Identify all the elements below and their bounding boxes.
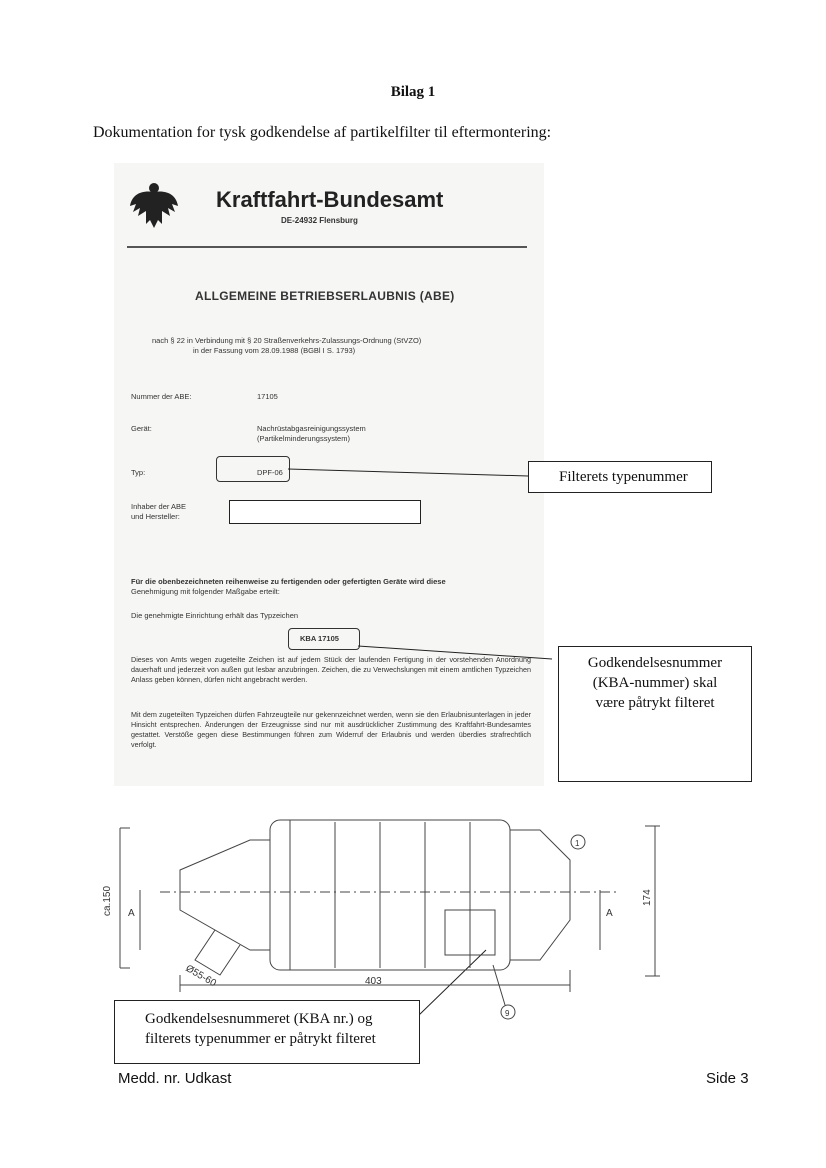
page-title: Bilag 1 <box>390 84 436 100</box>
device-label: Gerät: <box>131 424 152 433</box>
type-mark: KBA 17105 <box>300 634 339 643</box>
dim-diameter: Ø55-60 <box>183 963 218 990</box>
type-label: Typ: <box>131 468 146 477</box>
callout-bottom <box>114 1000 420 1064</box>
certificate-heading: ALLGEMEINE BETRIEBSERLAUBNIS (ABE) <box>195 289 455 303</box>
callout-type-number <box>528 461 712 493</box>
dim-bottom: 403 <box>365 976 382 987</box>
marker-1: 1 <box>575 839 580 848</box>
footer-document-ref: Medd. nr. Udkast <box>118 1070 232 1087</box>
para1-line2: Genehmigung mit folgender Maßgabe erteilt: <box>131 587 280 596</box>
callout-approval-line2: (KBA-nummer) skal <box>592 675 718 691</box>
device-value-line2: (Partikelminderungssystem) <box>257 434 350 443</box>
dim-left: ca.150 <box>102 885 113 916</box>
dim-right: 174 <box>642 889 653 906</box>
marker-9: 9 <box>505 1009 510 1018</box>
abe-number-label: Nummer der ABE: <box>131 392 192 401</box>
para1-line1: Für die obenbezeichneten reihenweise zu fertigenden oder gefertigten Geräte wird diese <box>131 577 446 586</box>
para3: Dieses von Amts wegen zugeteilte Zeichen ist auf jedem Stück der laufenden Fertigung in der vorstehenden Anordnung dauerhaft und jederzeit von außen gut lesbar anzubringen. Zeichen, die zu Verwechslungen mit einem amtlichen Typzeichen Anlass geben können, dürfen nicht angebracht werden. <box>131 655 531 684</box>
legal-basis-line2: in der Fassung vom 28.09.1988 (BGBl I S. 1793) <box>193 346 356 355</box>
callout-bottom-line1: Godkendelsesnummeret (KBA nr.) og <box>145 1011 373 1027</box>
callout-approval-number <box>558 646 752 782</box>
authority-name: Kraftfahrt-Bundesamt <box>216 187 444 212</box>
holder-label-line1: Inhaber der ABE <box>131 502 187 511</box>
intro-text: Dokumentation for tysk godkendelse af partikelfilter til eftermontering: <box>93 124 552 141</box>
section-mark-left: A <box>128 908 135 919</box>
filter-technical-drawing <box>100 800 670 1025</box>
callout-approval-line1: Godkendelsesnummer <box>587 655 723 671</box>
legal-basis-line1: nach § 22 in Verbindung mit § 20 Straßenverkehrs-Zulassungs-Ordnung (StVZO) <box>152 336 422 345</box>
section-mark-right: A <box>606 908 613 919</box>
authority-address: DE-24932 Flensburg <box>281 216 358 225</box>
callout-approval-line3: være påtrykt filteret <box>595 695 715 711</box>
footer-page-number: Side 3 <box>706 1070 749 1087</box>
callout-type-number-text: Filterets typenummer <box>559 469 688 485</box>
device-value-line1: Nachrüstabgasreinigungssystem <box>257 424 366 433</box>
type-value: DPF-06 <box>257 468 283 477</box>
abe-number-value: 17105 <box>257 392 278 401</box>
para4: Mit dem zugeteilten Typzeichen dürfen Fahrzeugteile nur gekennzeichnet werden, wenn sie den Erlaubnisunterlagen in jeder Hinsicht entsprechen. Änderungen der Erzeugnisse sind nur mit ausdrücklicher Zustimmung des Kraftfahrt-Bundesamtes gestattet. Verstöße gegen diese Bestimmungen führen zum Widerruf der Erlaubnis und werden überdies strafrechtlich verfolgt. <box>131 710 531 749</box>
holder-label-line2: und Hersteller: <box>131 512 180 521</box>
callout-bottom-line2: filterets typenummer er påtrykt filteret <box>145 1031 376 1047</box>
para2: Die genehmigte Einrichtung erhält das Typzeichen <box>131 611 299 620</box>
